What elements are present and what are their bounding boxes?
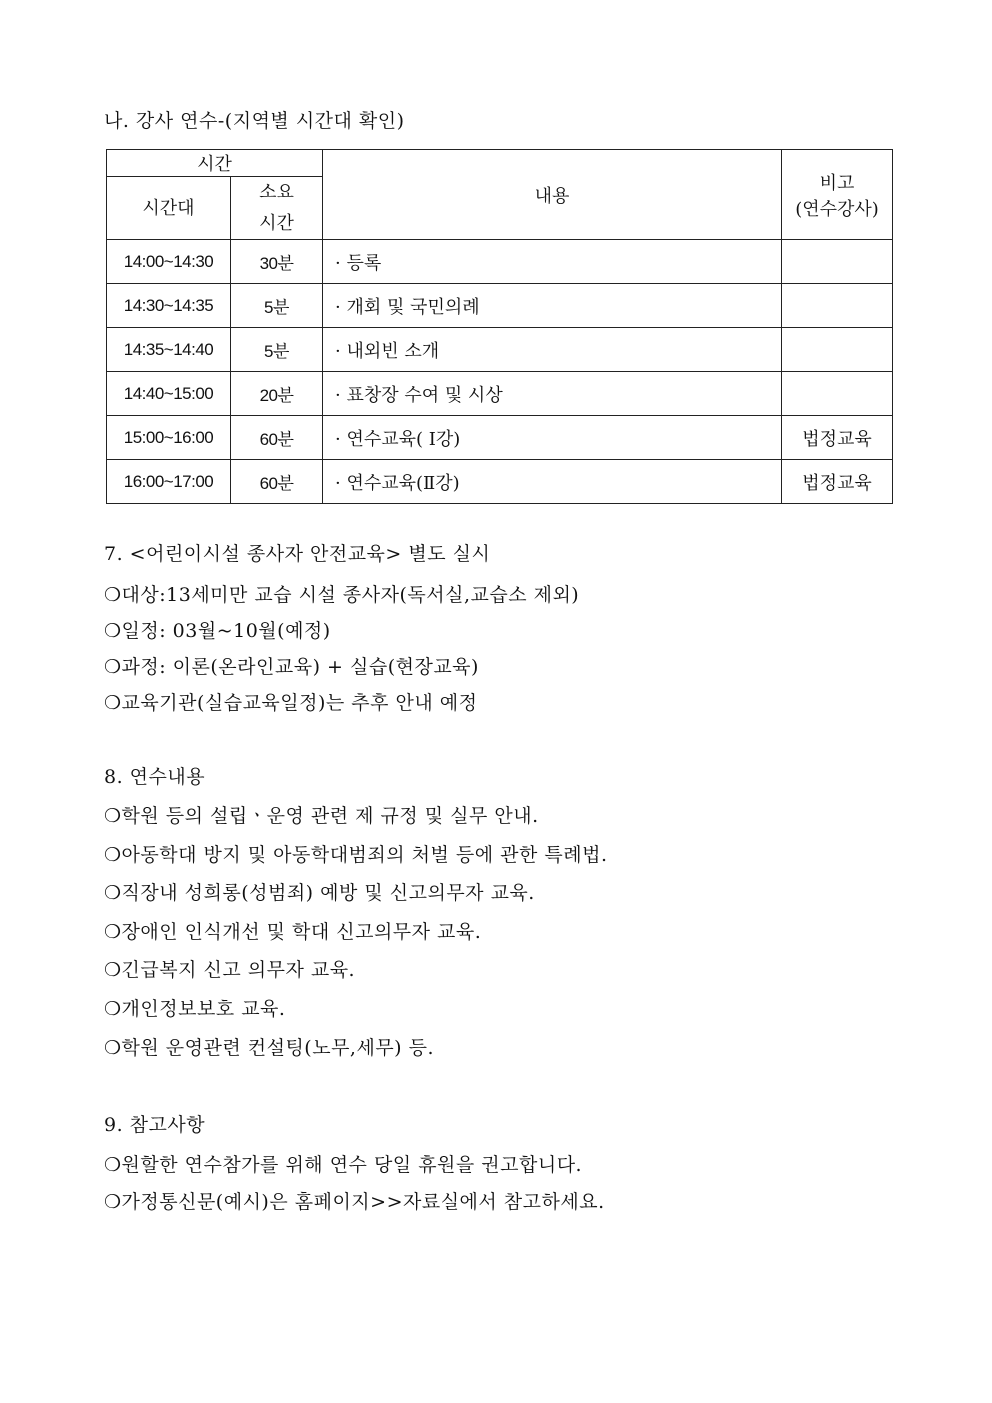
row-duration: 60분: [231, 416, 323, 460]
row-time: 14:35~14:40: [107, 328, 231, 372]
row-note: [782, 240, 893, 284]
row-note: 법정교육: [782, 416, 893, 460]
row-content: · 등록: [323, 240, 782, 284]
row-duration: 5분: [231, 284, 323, 328]
header-duration: [231, 177, 323, 240]
row-duration: 60분: [231, 460, 323, 504]
section8-item: ❍장애인 인식개선 및 학대 신고의무자 교육.: [104, 921, 482, 943]
table-row: [107, 372, 893, 416]
section7-heading: 7. <어린이시설 종사자 안전교육> 별도 실시: [104, 543, 491, 565]
section7-item: ❍교육기관(실습교육일정)는 추후 안내 예정: [104, 692, 478, 714]
schedule-table: [106, 149, 893, 504]
table-row: [107, 416, 893, 460]
section8-item: ❍직장내 성희롱(성범죄) 예방 및 신고의무자 교육.: [104, 882, 535, 904]
row-note: [782, 328, 893, 372]
section8-heading: 8. 연수내용: [104, 766, 206, 788]
section7-item: ❍대상:13세미만 교습 시설 종사자(독서실,교습소 제외): [104, 584, 580, 606]
section8-item: ❍학원 운영관련 컨설팅(노무,세무) 등.: [104, 1037, 435, 1059]
section8-item: ❍학원 등의 설립ㆍ운영 관련 제 규정 및 실무 안내.: [104, 805, 539, 827]
section-na-heading: 나. 강사 연수-(지역별 시간대 확인): [104, 110, 405, 132]
table-row: [107, 460, 893, 504]
row-content: · 연수교육(Ⅱ강): [323, 460, 782, 504]
row-time: 16:00~17:00: [107, 460, 231, 504]
row-time: 14:00~14:30: [107, 240, 231, 284]
section8-item: ❍긴급복지 신고 의무자 교육.: [104, 959, 356, 981]
section9-heading: 9. 참고사항: [104, 1114, 206, 1136]
table-row: [107, 328, 893, 372]
table-row: [107, 240, 893, 284]
header-note-line2: (연수강사): [795, 198, 879, 220]
row-note: 법정교육: [782, 460, 893, 504]
row-time: 14:40~15:00: [107, 372, 231, 416]
section8-item: ❍개인정보보호 교육.: [104, 998, 286, 1020]
header-content: 내용: [323, 150, 782, 240]
section7-item: ❍과정: 이론(온라인교육) + 실습(현장교육): [104, 656, 479, 678]
row-time: 15:00~16:00: [107, 416, 231, 460]
section8-item: ❍아동학대 방지 및 아동학대범죄의 처벌 등에 관한 특례법.: [104, 844, 608, 866]
header-time-group: 시간: [107, 150, 323, 177]
row-content: · 개회 및 국민의례: [323, 284, 782, 328]
section7-item: ❍일정: 03월~10월(예정): [104, 620, 331, 642]
header-time-slot: 시간대: [107, 177, 231, 240]
row-content: · 표창장 수여 및 시상: [323, 372, 782, 416]
header-duration-line1: 소요: [259, 182, 294, 203]
row-duration: 30분: [231, 240, 323, 284]
row-duration: 20분: [231, 372, 323, 416]
table-row: [107, 284, 893, 328]
row-duration: 5분: [231, 328, 323, 372]
header-duration-line2: 시간: [259, 213, 294, 234]
table-header-row: [107, 150, 893, 177]
section9-item: ❍가정통신문(예시)은 홈페이지>>자료실에서 참고하세요.: [104, 1191, 605, 1213]
row-time: 14:30~14:35: [107, 284, 231, 328]
row-note: [782, 284, 893, 328]
header-note: [782, 150, 893, 240]
row-content: · 내외빈 소개: [323, 328, 782, 372]
section9-item: ❍원할한 연수참가를 위해 연수 당일 휴원을 권고합니다.: [104, 1154, 583, 1176]
header-note-line1: 비고: [819, 172, 855, 194]
row-note: [782, 372, 893, 416]
row-content: · 연수교육( Ⅰ강): [323, 416, 782, 460]
